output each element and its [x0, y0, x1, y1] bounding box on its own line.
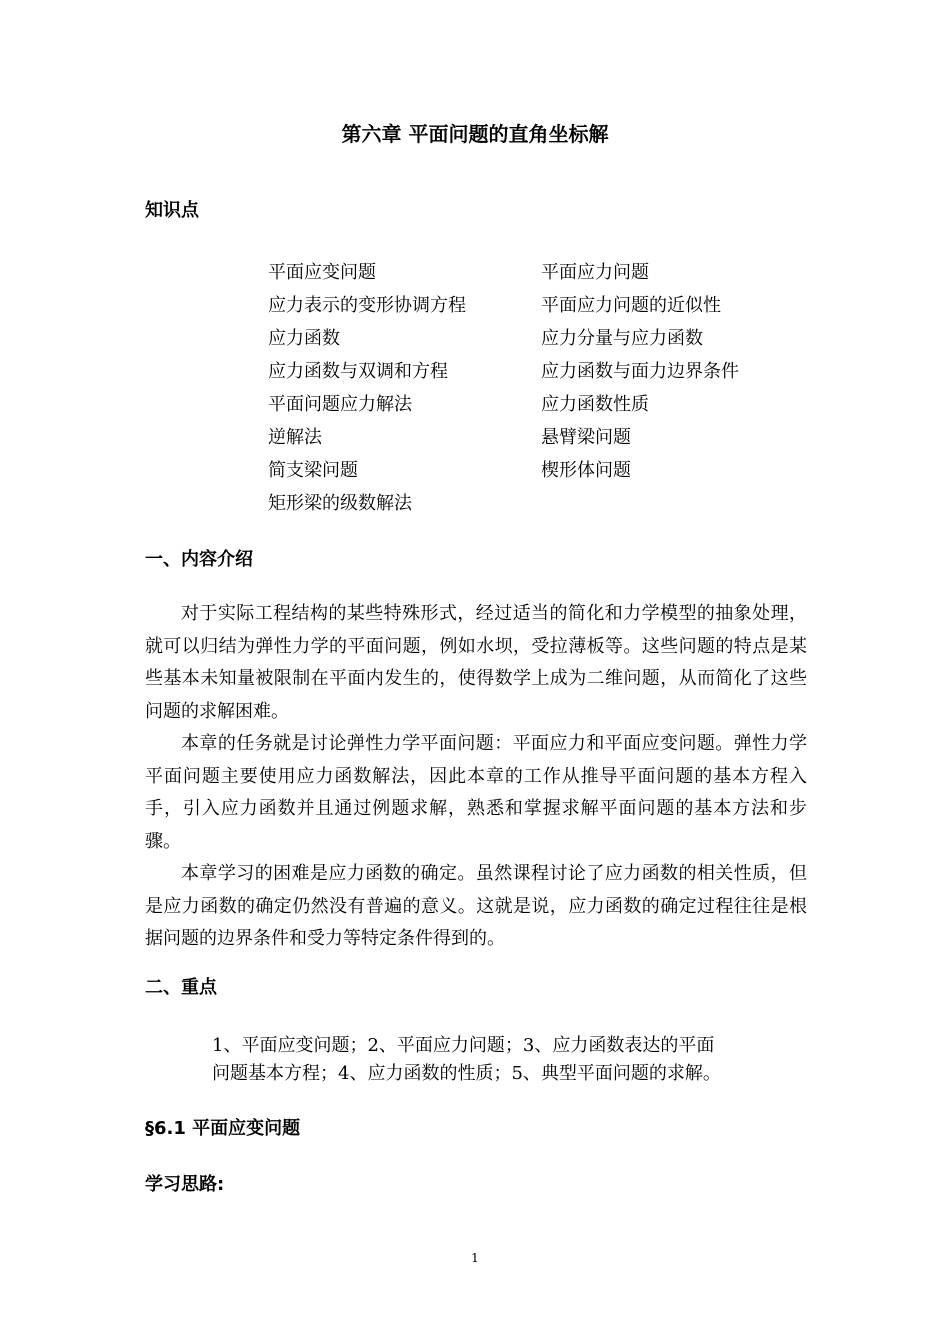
knowledge-point-item: 应力函数与双调和方程 — [268, 361, 448, 382]
intro-paragraph: 本章学习的困难是应力函数的确定。虽然课程讨论了应力函数的相关性质，但是应力函数的确定仍然没有普遍的意义。这就是说，应力函数的确定过程往往是根据问题的边界条件和受力等特定条件得到的。 — [145, 863, 807, 949]
intro-paragraph: 本章的任务就是讨论弹性力学平面问题：平面应力和平面应变问题。弹性力学平面问题主要使用应力函数解法，因此本章的工作从推导平面问题的基本方程入手，引入应力函数并且通过例题求解，熟悉和掌握求解平面问题的基本方法和步骤。 — [145, 733, 807, 852]
knowledge-point-item: 平面应力问题 — [541, 262, 649, 283]
knowledge-point-item: 应力分量与应力函数 — [541, 328, 703, 349]
knowledge-point-item: 应力表示的变形协调方程 — [268, 295, 466, 316]
keypoints-line: 1、平面应变问题；2、平面应力问题；3、应力函数表达的平面 — [212, 1035, 715, 1056]
knowledge-point-item: 应力函数性质 — [541, 394, 649, 415]
knowledge-point-item: 悬臂梁问题 — [541, 427, 631, 448]
knowledge-points-heading: 知识点 — [145, 200, 199, 221]
keypoints-line: 问题基本方程；4、应力函数的性质；5、典型平面问题的求解。 — [212, 1063, 721, 1084]
knowledge-point-item: 逆解法 — [268, 427, 322, 448]
knowledge-point-item: 矩形梁的级数解法 — [268, 493, 412, 514]
knowledge-point-item: 平面应变问题 — [268, 262, 376, 283]
knowledge-point-item: 平面应力问题的近似性 — [541, 295, 721, 316]
section-introduction-heading: 一、内容介绍 — [145, 549, 253, 570]
section-6-1-heading: §6.1 平面应变问题 — [145, 1118, 301, 1139]
knowledge-point-item: 简支梁问题 — [268, 460, 358, 481]
learning-approach-heading: 学习思路: — [145, 1174, 225, 1195]
knowledge-points-left-column — [268, 256, 466, 520]
introduction-body — [145, 598, 807, 956]
section-keypoints-heading: 二、重点 — [145, 977, 217, 998]
chapter-title: 第六章 平面问题的直角坐标解 — [341, 122, 609, 146]
knowledge-point-item: 应力函数与面力边界条件 — [541, 361, 739, 382]
keypoints-list — [212, 1032, 772, 1088]
knowledge-points-right-column — [541, 256, 739, 487]
knowledge-point-item: 应力函数 — [268, 328, 340, 349]
knowledge-point-item: 楔形体问题 — [541, 460, 631, 481]
knowledge-point-item: 平面问题应力解法 — [268, 394, 412, 415]
intro-paragraph: 对于实际工程结构的某些特殊形式，经过适当的简化和力学模型的抽象处理，就可以归结为弹性力学的平面问题，例如水坝，受拉薄板等。这些问题的特点是某些基本未知量被限制在平面内发生的，使得数学上成为二维问题，从而简化了这些问题的求解困难。 — [145, 603, 807, 722]
page-number: 1 — [471, 1251, 479, 1265]
